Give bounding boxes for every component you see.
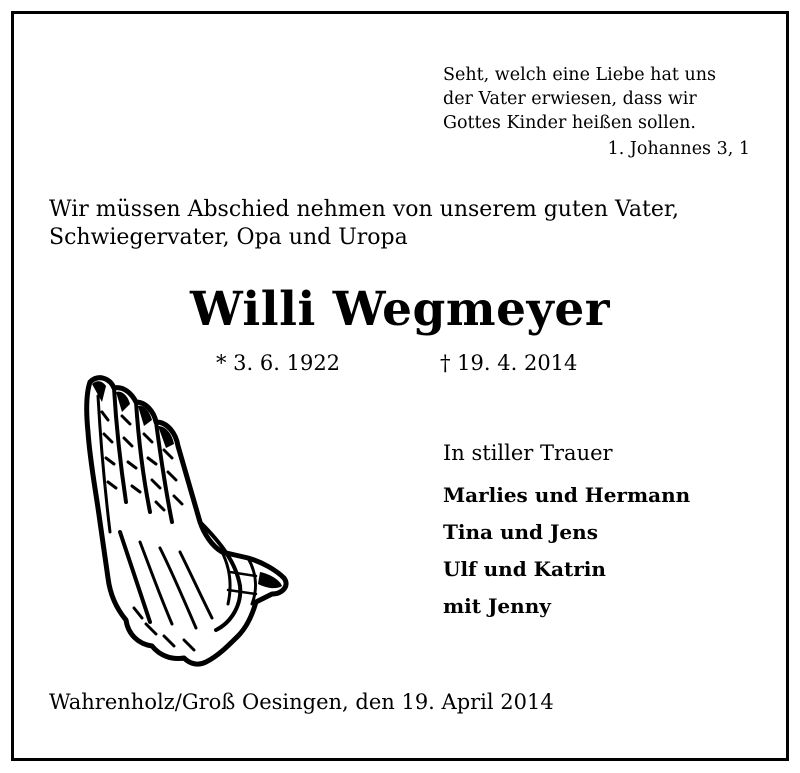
mourner-3: Ulf und Katrin: [443, 557, 606, 581]
birth-date: * 3. 6. 1922: [216, 351, 341, 375]
deceased-name: Willi Wegmeyer: [189, 282, 611, 337]
mourner-1: Marlies und Hermann: [443, 483, 691, 507]
motto-line-1: Seht, welch eine Liebe hat uns: [443, 65, 717, 85]
mourner-4: mit Jenny: [443, 594, 551, 618]
motto-reference: 1. Johannes 3, 1: [607, 139, 750, 159]
mourning-heading: In stiller Trauer: [443, 441, 613, 465]
motto-line-3: Gottes Kinder heißen sollen.: [443, 113, 696, 133]
place-and-date: Wahrenholz/Groß Oesingen, den 19. April 2014: [49, 690, 554, 714]
intro-line-2: Schwiegervater, Opa und Uropa: [49, 225, 408, 250]
praying-hands-icon: [80, 372, 290, 668]
motto-line-2: der Vater erwiesen, dass wir: [443, 89, 697, 109]
intro-line-1: Wir müssen Abschied nehmen von unserem guten Vater,: [49, 197, 679, 222]
death-date: † 19. 4. 2014: [440, 351, 578, 375]
mourner-2: Tina und Jens: [443, 520, 598, 544]
